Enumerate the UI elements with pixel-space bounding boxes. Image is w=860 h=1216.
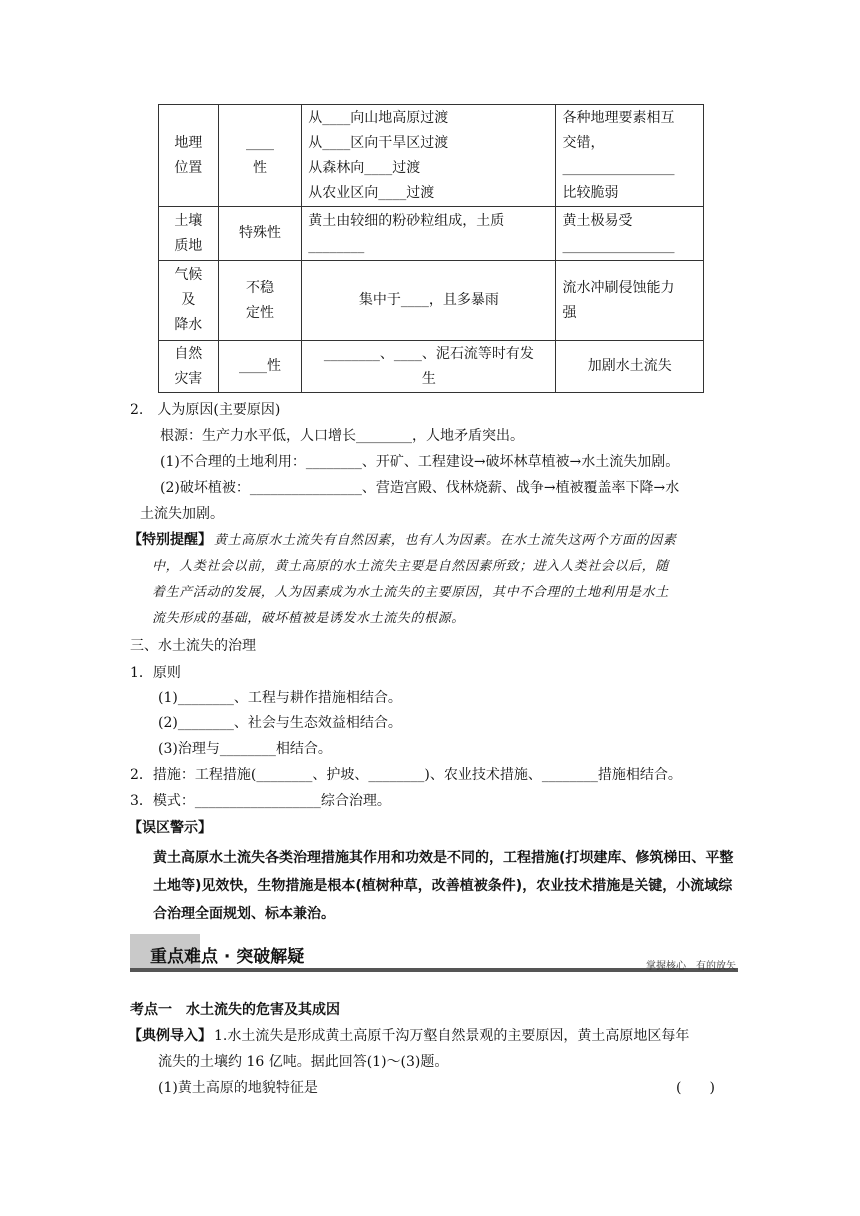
detail-line: ________、____、泥石流等时有发 <box>323 345 534 362</box>
banner-tag: 掌握核心 有的放矢 <box>646 961 736 972</box>
details-cell <box>302 105 556 207</box>
factor-line: 土壤 <box>174 212 203 229</box>
factor-line: 及 <box>181 292 196 308</box>
feature-line: 不稳 <box>245 279 274 296</box>
detail-line: 从____区向干旱区过渡 <box>308 134 449 151</box>
point-heading: 考点一 水土流失的危害及其成因 <box>130 1002 340 1018</box>
governance-measures: 2．措施：工程措施(________、护坡、________)、农业技术措施、________措施相结合。 <box>130 767 682 783</box>
principle-item-2: (2)________、社会与生态效益相结合。 <box>158 715 402 731</box>
factor-cell <box>159 105 219 207</box>
effect-cell <box>556 207 704 261</box>
effect-cell <box>556 105 704 207</box>
table-row <box>159 105 704 207</box>
factor-line: 灾害 <box>174 370 203 387</box>
feature-blank: ____ <box>245 134 274 151</box>
detail-line: 黄土由较细的粉砂粒组成，土质 <box>308 212 505 229</box>
feature-cell: ____性 <box>218 341 302 393</box>
effect-line: ________________ <box>562 159 675 176</box>
question-text: (1)黄土高原的地貌特征是 <box>158 1080 318 1096</box>
factor-line: 气候 <box>174 267 203 283</box>
answer-box: ( ) <box>676 1080 715 1096</box>
feature-line: 定性 <box>245 304 274 321</box>
warning-label: 【误区警示】 <box>128 820 212 836</box>
principle-item-1: (1)________、工程与耕作措施相结合。 <box>158 690 402 706</box>
governance-principle: 1．原则 <box>130 665 181 681</box>
factor-cell <box>159 207 219 261</box>
details-cell <box>302 207 556 261</box>
detail-line: 从森林向____过渡 <box>308 159 421 176</box>
detail-line: ________ <box>308 237 365 254</box>
feature-cell <box>218 261 302 341</box>
detail-line: 从____向山地高原过渡 <box>308 109 449 126</box>
human-causes-root: 根源：生产力水平低，人口增长________，人地矛盾突出。 <box>160 428 524 444</box>
factor-line: 地理 <box>174 134 203 151</box>
effect-line: 比较脆弱 <box>562 184 619 201</box>
natural-factors-table <box>158 104 704 393</box>
factor-cell <box>159 341 219 393</box>
factor-cell <box>159 261 219 341</box>
tip-line: 着生产活动的发展，人为因素成为水土流失的主要原因，其中不合理的土地利用是水土 <box>152 585 669 600</box>
factor-line: 降水 <box>174 317 203 333</box>
example-label: 【典例导入】 <box>128 1028 212 1044</box>
warning-body: 黄土高原水土流失各类治理措施其作用和功效是不同的，工程措施(打坝建库、修筑梯田、平整土地等)见效快，生物措施是根本(植树种草，改善植被条件)，农业技术措施是关键，小流域综合治理全面规划、标本兼治。 <box>153 850 734 922</box>
effect-line: 黄土极易受 <box>562 212 633 229</box>
tip-line: 黄土高原水土流失有自然因素，也有人为因素。在水土流失这两个方面的因素 <box>214 533 677 548</box>
effect-line: 流水冲刷侵蚀能力 <box>562 279 675 296</box>
feature-cell: 特殊性 <box>218 207 302 261</box>
effect-line: ________________ <box>562 237 675 254</box>
table-row <box>159 261 704 341</box>
tip-label: 【特别提醒】 <box>128 532 212 548</box>
table-row <box>159 341 704 393</box>
example-line: 1.水土流失是形成黄土高原千沟万壑自然景观的主要原因，黄土高原地区每年 <box>214 1028 690 1044</box>
example-line: 流失的土壤约 16 亿吨。据此回答(1)～(3)题。 <box>158 1054 449 1070</box>
human-causes-item-1: (1)不合理的土地利用：________、开矿、工程建设→破坏林草植被→水土流失加剧。 <box>160 454 680 470</box>
effect-line: 交错， <box>562 134 605 151</box>
effect-cell <box>556 261 704 341</box>
section-banner <box>130 930 738 974</box>
factor-line: 位置 <box>174 159 203 176</box>
factor-line: 质地 <box>174 237 203 254</box>
human-causes-item-2: (2)破坏植被：________________、营造宫殿、伐林烧薪、战争→植被覆盖率下降→水 <box>160 480 680 496</box>
human-causes-item-2-cont: 土流失加剧。 <box>140 506 224 522</box>
human-causes-heading: 2. 人为原因(主要原因) <box>130 402 281 418</box>
feature-suffix: 性 <box>252 159 267 176</box>
principle-item-3: (3)治理与________相结合。 <box>158 741 332 757</box>
table-row <box>159 207 704 261</box>
details-cell: 集中于____，且多暴雨 <box>302 261 556 341</box>
governance-heading: 三、水土流失的治理 <box>130 638 256 654</box>
effect-line: 强 <box>562 304 577 321</box>
banner-title: 重点难点 · 突破解疑 <box>150 947 305 967</box>
details-cell <box>302 341 556 393</box>
effect-cell: 加剧水土流失 <box>556 341 704 393</box>
governance-mode: 3．模式：__________________综合治理。 <box>130 793 391 809</box>
factor-line: 自然 <box>174 345 203 362</box>
tip-line: 中，人类社会以前，黄土高原的水土流失主要是自然因素所致；进入人类社会以后，随 <box>152 559 669 574</box>
feature-cell <box>218 105 302 207</box>
tip-line: 流失形成的基础，破坏植被是诱发水土流失的根源。 <box>152 611 465 626</box>
detail-line: 从农业区向____过渡 <box>308 184 435 201</box>
detail-line: 生 <box>421 370 436 387</box>
effect-line: 各种地理要素相互 <box>562 109 675 126</box>
